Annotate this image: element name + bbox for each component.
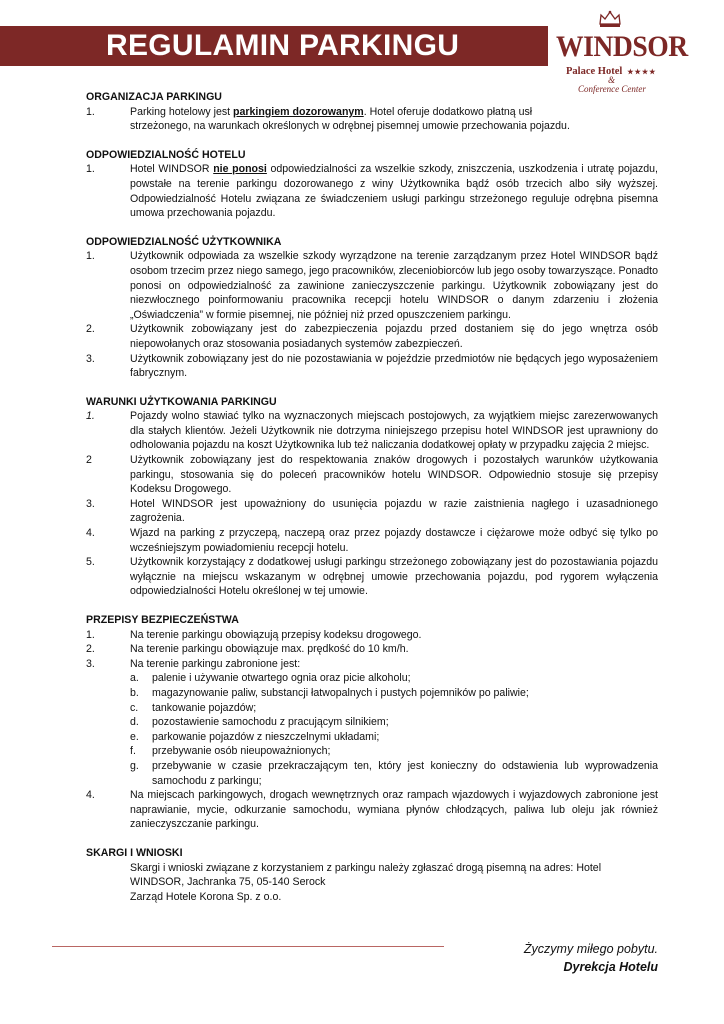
item-text: Użytkownik odpowiada za wszelkie szkody wyrządzone na terenie zarządzanym przez Hotel WINDSOR bądź osobom trzecim przez niego samego, jego pracowników, zleceniobiorców lub jego osoby towarzyszące. Ponadto ponosi on odpowiedzialność za zawinione zanieczyszczenie parkingu. Użytkownik zobowiązany jest do niezwłocznego poinformowaniu pracownika recepcji hotelu WINDSOR o danym zdarzeniu i złożenia „Oświadczenia” w formie pisemnej, nie później niż przed opuszczeniem parkingu. [130,250,658,321]
section-title: ODPOWIEDZIALNOŚĆ HOTELU [86,148,246,161]
item-text: Wjazd na parking z przyczepą, naczepą oraz przez pojazdy dostawcze i ciężarowe może odbyć się tylko po wcześniejszym powiadomieniu recepcji hotelu. [130,527,658,554]
item-text-line1 [130,105,554,120]
list-item [86,409,658,453]
list-item [86,642,658,657]
section-title: ORGANIZACJA PARKINGU [86,91,222,103]
sub-list-item [130,686,658,701]
list-item [86,788,658,832]
sub-list-item [130,744,658,759]
item-text: Hotel WINDSOR jest upoważniony do usunięcia pojazdu w razie zaistnienia nagłego i uzasadnionego zagrożenia. [130,497,658,525]
item-number: 3. [86,657,95,670]
list-item [86,105,658,134]
list-item [86,555,658,599]
item-text: Użytkownik zobowiązany jest do zabezpieczenia pojazdu przed dostaniem się do jego wnętrza osób niepowołanych oraz stosowania posiadanych systemów zabezpieczeń. [130,323,658,350]
sub-item-text: magazynowanie paliw, substancji łatwopalnych i pustych pojemników po paliwie; [152,686,529,699]
item-text: Użytkownik zobowiązany jest do respektowania znaków drogowych i pozostałych warunków użytkowania parkingu, stosowania się do poleceń pracowników hotelu WINDSOR. Odpowiednio stosuje się przepisy Kodeksu Drogowego. [130,454,658,496]
logo-sub-text: Palace Hotel [566,66,623,77]
item-text: Użytkownik zobowiązany jest do nie pozostawiania w pojeździe przedmiotów nie będących jego wyposażeniem fabrycznym. [130,352,658,380]
title-banner [0,26,548,66]
list-item [86,352,658,381]
logo-stars: ★★★★ [627,68,657,76]
sub-item-letter: f. [130,745,136,758]
page-title: REGULAMIN PARKINGU [106,29,460,62]
text-fragment: Parking hotelowy jest [130,105,234,118]
sub-item-letter: a. [130,672,139,685]
item-text [130,162,658,220]
item-text-line2: strzeżonego, na warunkach określonych w odrębnej pisemnej umowie przechowania pojazdu. [130,120,570,133]
regulations-body [86,90,658,918]
item-number: 3. [86,497,95,510]
item-text [130,105,658,134]
signature: Dyrekcja Hotelu [563,960,658,974]
section-title: SKARGI I WNIOSKI [86,846,183,859]
signature-block [524,940,658,976]
logo-conference: Conference Center [578,84,646,94]
sub-item-letter: e. [130,730,139,743]
sub-item-letter: c. [130,701,139,714]
item-number: 4. [86,527,95,540]
item-number: 3. [86,352,95,365]
list-item [86,628,658,643]
item-text: Na terenie parkingu obowiązują przepisy kodeksu drogowego. [130,628,422,641]
sub-item-text: palenie i używanie otwartego ognia oraz picie alkoholu; [152,672,411,685]
sub-list-item [130,715,658,730]
list-item [86,162,658,220]
hotel-logo [552,8,688,94]
list-item [86,526,658,555]
item-number: 2. [86,643,95,656]
sub-item-letter: d. [130,716,139,729]
item-text: Użytkownik korzystający z dodatkowej usługi parkingu strzeżonego zobowiązany jest do pozostawiania pojazdu wyłącznie na miejscu wskazanym w odrębnej umowie przechowania pojazdu, pod rygorem wyłączenia odpowiedzialności Hotelu określonej w tej umowie. [130,556,658,598]
logo-name: WINDSOR [556,30,688,63]
item-number: 1. [86,628,95,641]
crown-icon [598,10,622,28]
section-title: PRZEPISY BEZPIECZEŃSTWA [86,614,239,626]
item-number: 1. [86,250,95,263]
section-title: WARUNKI UŻYTKOWANIA PARKINGU [86,395,277,408]
section-usage-terms [86,395,658,599]
item-text: Na miejscach parkingowych, drogach wewnętrznych oraz rampach wjazdowych i wyjazdowych zabronione jest naprawianie, mycie, odkurzanie samochodu, wymiana płynów chłodzących, paliwa lub oleju jak również zanieczyszczanie parkingu. [130,789,658,831]
sub-item-letter: b. [130,686,139,699]
item-number: 1. [86,163,95,176]
text-fragment: . Hotel oferuje dodatkowo płatną usł [363,105,533,118]
item-number: 5. [86,556,95,569]
sub-item-text: pozostawienie samochodu z pracującym silnikiem; [152,716,389,729]
list-item [86,249,658,322]
closing-wish: Życzymy miłego pobytu. [523,942,658,956]
item-text: Na terenie parkingu obowiązuje max. prędkość do 10 km/h. [130,643,409,656]
footer-divider [52,946,444,947]
sub-list-item [130,671,658,686]
item-number: 2. [86,323,95,336]
item-number: 1. [86,105,95,118]
sub-item-text: przebywanie w czasie przekraczającym ten, który jest konieczny do odstawienia lub wyprowadzenia samochodu z parkingu; [152,759,658,787]
section-hotel-liability [86,148,658,221]
sub-item-text: przebywanie osób nieupoważnionych; [152,745,331,758]
section-complaints [86,846,658,904]
text-fragment: odpowiedzialności za wszelkie szkody, zniszczenia, uszkodzenia i utratę pojazdu, powstałe na terenie parkingu dozorowanego z winy Użytkownika bądź osób trzecich albo siły wyższej. Odpowiedzialność Hotelu związana ze świadczeniem usługi parkingu strzeżonego reguluje odrębna pisemna umowa przechowania pojazdu. [130,163,658,220]
list-item [86,497,658,526]
sub-list-item [130,701,658,716]
section-organization [86,90,658,134]
emphasis-text: parkingiem dozorowanym [233,105,364,118]
item-number: 2 [86,454,92,467]
item-text: Na terenie parkingu zabronione jest: [130,657,301,670]
sub-item-text: parkowanie pojazdów z nieszczelnymi układami; [152,730,380,743]
section-title: ODPOWIEDZIALNOŚĆ UŻYTKOWNIKA [86,235,282,248]
section-safety [86,613,658,832]
sub-item-text: tankowanie pojazdów; [152,701,257,714]
text-fragment: Hotel WINDSOR [130,163,214,176]
item-number: 1. [86,410,95,423]
list-item [86,322,658,351]
sub-list-item [130,759,658,788]
item-text: Pojazdy wolno stawiać tylko na wyznaczonych miejscach postojowych, za wyjątkiem miejsc zarezerwowanych dla stałych klientów. Jeżeli Użytkownik nie dotrzyma niniejszego przepisu hotel WINDSOR jest uprawniony do odholowania pojazdu na koszt Użytkownika lub też naliczania dodatkowej opłaty w przypadku zajęcia 2 miejsc. [130,410,658,452]
emphasis-text: nie ponosi [213,163,267,176]
sub-list-item [130,730,658,745]
complaints-text: Skargi i wnioski związane z korzystaniem z parkingu należy zgłaszać drogą pisemną na adres: Hotel WINDSOR, Jachranka 75, 05-140 Serock [130,861,602,889]
company-name: Zarząd Hotele Korona Sp. z o.o. [130,890,282,903]
item-number: 4. [86,789,95,802]
list-item [86,657,658,672]
section-user-liability [86,235,658,381]
logo-ampersand: & [608,75,616,85]
list-item [86,453,658,497]
sub-item-letter: g. [130,759,139,772]
